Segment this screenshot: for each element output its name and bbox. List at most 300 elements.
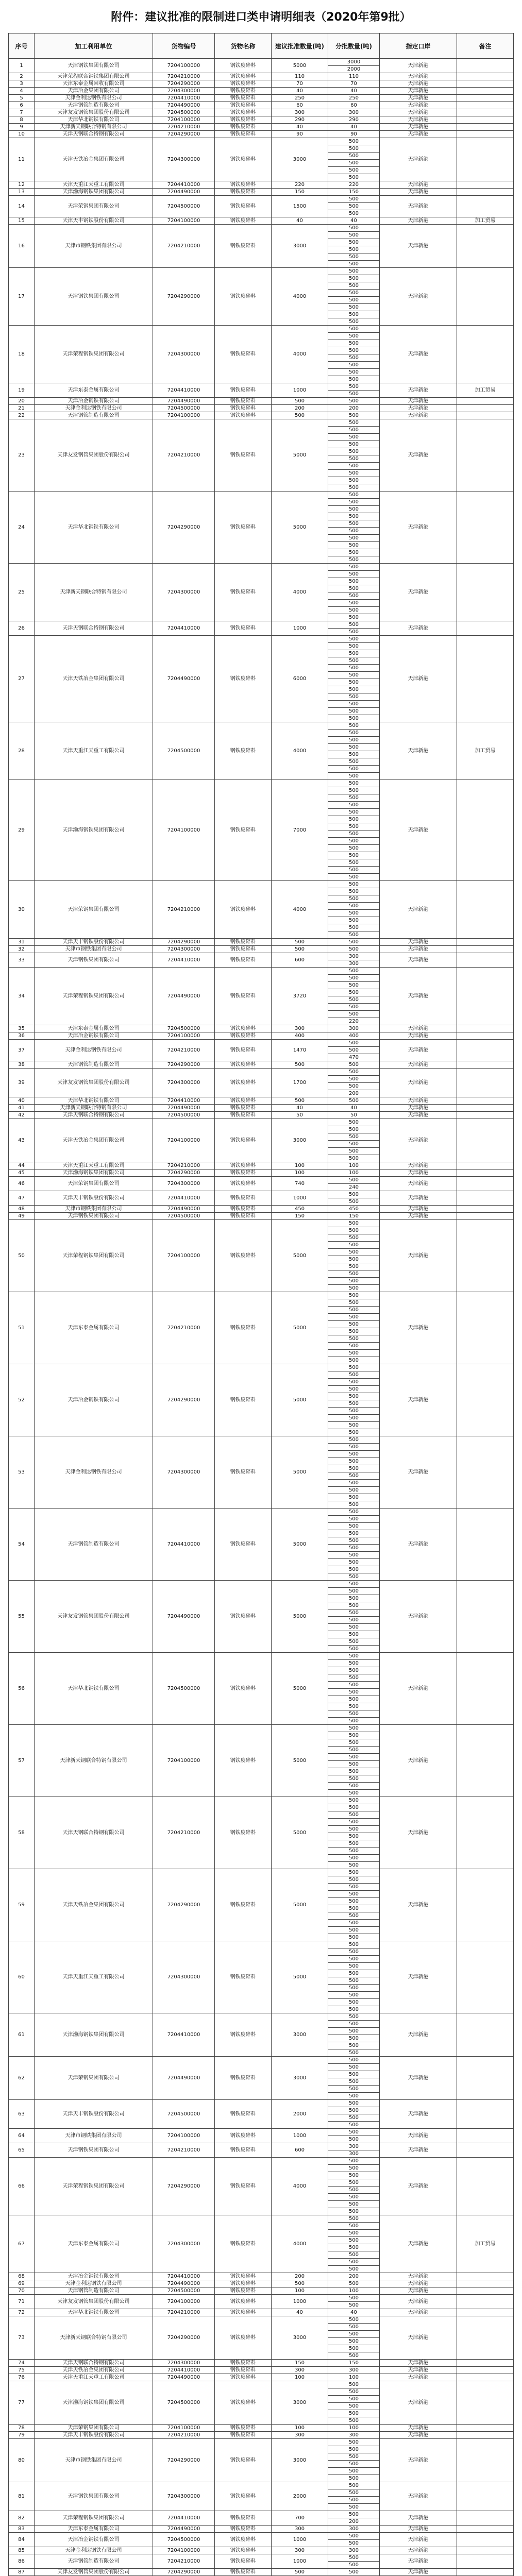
cell-note xyxy=(457,2100,514,2129)
cell-batch-quantity: 40 xyxy=(328,2309,380,2316)
cell-batch-quantity: 300 xyxy=(328,2150,380,2158)
cell-port: 天津新港 xyxy=(380,722,457,780)
cell-batch-quantity: 500 xyxy=(328,398,380,405)
cell-goods-name: 钢铁废碎料 xyxy=(215,1025,272,1032)
cell-goods-name: 钢铁废碎料 xyxy=(215,2367,272,2374)
cell-note xyxy=(457,939,514,946)
cell-batch-quantity: 500 xyxy=(328,1703,380,1710)
cell-goods-name: 钢铁废碎料 xyxy=(215,2569,272,2576)
cell-batch-quantity: 500 xyxy=(328,751,380,758)
cell-note: 加工贸易 xyxy=(457,217,514,225)
cell-port: 天津新港 xyxy=(380,405,457,412)
cell-batch-quantity: 500 xyxy=(328,931,380,939)
cell-batch-quantity: 500 xyxy=(328,1898,380,1905)
cell-port: 天津新港 xyxy=(380,138,457,181)
cell-batch-quantity: 500 xyxy=(328,730,380,737)
cell-batch-quantity: 200 xyxy=(328,1090,380,1097)
cell-company: 天津金利达钢铁有限公司 xyxy=(35,95,153,102)
cell-quantity: 110 xyxy=(272,73,328,80)
cell-note xyxy=(457,636,514,722)
cell-batch-quantity: 500 xyxy=(328,1069,380,1076)
cell-batch-quantity: 500 xyxy=(328,412,380,419)
cell-batch-quantity: 500 xyxy=(328,470,380,477)
cell-batch-quantity: 500 xyxy=(328,246,380,253)
cell-serial: 40 xyxy=(9,1097,35,1105)
cell-batch-quantity: 500 xyxy=(328,852,380,859)
cell-serial: 77 xyxy=(9,2381,35,2425)
cell-note xyxy=(457,1364,514,1436)
table-row xyxy=(9,2425,514,2432)
cell-batch-quantity: 500 xyxy=(328,1335,380,1343)
table-row xyxy=(9,1061,514,1069)
cell-serial: 6 xyxy=(9,102,35,109)
cell-batch-quantity: 2000 xyxy=(328,66,380,73)
cell-port: 天津新港 xyxy=(380,131,457,138)
cell-batch-quantity: 500 xyxy=(328,2295,380,2302)
cell-batch-quantity: 500 xyxy=(328,2237,380,2244)
cell-batch-quantity: 500 xyxy=(328,1076,380,1083)
cell-serial: 13 xyxy=(9,189,35,196)
cell-batch-quantity: 500 xyxy=(328,1422,380,1429)
cell-port: 天津新港 xyxy=(380,564,457,621)
cell-goods-name: 钢铁废碎料 xyxy=(215,1653,272,1725)
cell-batch-quantity: 400 xyxy=(328,1032,380,1040)
cell-batch-quantity: 500 xyxy=(328,715,380,722)
cell-batch-quantity: 500 xyxy=(328,679,380,686)
cell-batch-quantity: 300 xyxy=(328,953,380,960)
cell-batch-quantity: 500 xyxy=(328,1436,380,1444)
cell-goods-name: 钢铁废碎料 xyxy=(215,59,272,73)
cell-batch-quantity: 500 xyxy=(328,1126,380,1133)
cell-quantity: 500 xyxy=(272,1061,328,1069)
cell-company: 天津渤海钢铁集团有限公司 xyxy=(35,2381,153,2425)
cell-company: 天津天丰钢铁股份有限公司 xyxy=(35,2100,153,2129)
cell-serial: 14 xyxy=(9,196,35,217)
column-header: 加工利用单位 xyxy=(35,33,153,59)
cell-code: 7204300000 xyxy=(153,2482,215,2511)
cell-goods-name: 钢铁废碎料 xyxy=(215,2129,272,2143)
cell-company: 天津天铁冶金集团有限公司 xyxy=(35,138,153,181)
cell-batch-quantity: 500 xyxy=(328,2417,380,2425)
cell-batch-quantity: 500 xyxy=(328,917,380,924)
cell-batch-quantity: 500 xyxy=(328,831,380,838)
cell-serial: 16 xyxy=(9,225,35,268)
cell-goods-name: 钢铁废碎料 xyxy=(215,2100,272,2129)
cell-batch-quantity: 500 xyxy=(328,1674,380,1682)
cell-batch-quantity: 500 xyxy=(328,1509,380,1516)
table-row xyxy=(9,419,514,427)
cell-batch-quantity: 500 xyxy=(328,888,380,895)
cell-code: 7204100000 xyxy=(153,412,215,419)
cell-company: 天津天钢联合特钢有限公司 xyxy=(35,2360,153,2367)
cell-batch-quantity: 500 xyxy=(328,1465,380,1472)
cell-batch-quantity: 500 xyxy=(328,1970,380,1977)
cell-company: 天津钢管制造有限公司 xyxy=(35,2554,153,2569)
cell-quantity: 2000 xyxy=(272,2482,328,2511)
cell-goods-name: 钢铁废碎料 xyxy=(215,2554,272,2569)
cell-serial: 28 xyxy=(9,722,35,780)
cell-port: 天津新港 xyxy=(380,217,457,225)
cell-quantity: 1000 xyxy=(272,2533,328,2547)
cell-batch-quantity: 500 xyxy=(328,2201,380,2208)
cell-serial: 41 xyxy=(9,1105,35,1112)
cell-company: 天津友发钢管集团股份有限公司 xyxy=(35,1581,153,1653)
table-row xyxy=(9,881,514,888)
cell-company: 天津钢管制造有限公司 xyxy=(35,2287,153,2295)
cell-quantity: 250 xyxy=(272,95,328,102)
cell-batch-quantity: 500 xyxy=(328,1256,380,1263)
cell-port: 天津新港 xyxy=(380,2432,457,2439)
cell-port: 天津新港 xyxy=(380,124,457,131)
cell-batch-quantity: 500 xyxy=(328,1775,380,1783)
cell-port: 天津新港 xyxy=(380,1162,457,1170)
cell-serial: 59 xyxy=(9,1869,35,1941)
cell-serial: 64 xyxy=(9,2129,35,2143)
cell-port: 天津新港 xyxy=(380,2316,457,2360)
cell-company: 天津新天钢联合特钢有限公司 xyxy=(35,1725,153,1797)
cell-note xyxy=(457,2295,514,2309)
cell-company: 天津天丰钢铁股份有限公司 xyxy=(35,2432,153,2439)
cell-note xyxy=(457,1653,514,1725)
cell-company: 天津天重江天重工有限公司 xyxy=(35,1162,153,1170)
cell-batch-quantity: 500 xyxy=(328,1458,380,1465)
cell-quantity: 600 xyxy=(272,953,328,968)
cell-batch-quantity: 500 xyxy=(328,1581,380,1588)
cell-goods-name: 钢铁废碎料 xyxy=(215,2158,272,2215)
cell-serial: 8 xyxy=(9,116,35,124)
cell-serial: 32 xyxy=(9,946,35,953)
cell-goods-name: 钢铁废碎料 xyxy=(215,1177,272,1191)
cell-quantity: 400 xyxy=(272,1032,328,1040)
cell-batch-quantity: 500 xyxy=(328,2042,380,2049)
cell-goods-name: 钢铁废碎料 xyxy=(215,124,272,131)
cell-batch-quantity: 500 xyxy=(328,1768,380,1775)
cell-batch-quantity: 500 xyxy=(328,1429,380,1436)
cell-batch-quantity: 500 xyxy=(328,2497,380,2504)
column-header: 指定口岸 xyxy=(380,33,457,59)
cell-port: 天津新港 xyxy=(380,1797,457,1869)
cell-company: 天津新天钢联合特钢有限公司 xyxy=(35,124,153,131)
cell-note xyxy=(457,2287,514,2295)
cell-batch-quantity: 500 xyxy=(328,2410,380,2417)
cell-port: 天津新港 xyxy=(380,412,457,419)
cell-batch-quantity: 200 xyxy=(328,2273,380,2280)
cell-batch-quantity: 500 xyxy=(328,1811,380,1819)
cell-company: 天津荣钢集团有限公司 xyxy=(35,2425,153,2432)
cell-batch-quantity: 250 xyxy=(328,95,380,102)
cell-goods-name: 钢铁废碎料 xyxy=(215,1364,272,1436)
cell-batch-quantity: 500 xyxy=(328,2064,380,2071)
cell-batch-quantity: 500 xyxy=(328,1523,380,1530)
cell-port: 天津新港 xyxy=(380,2482,457,2511)
cell-company: 天津冶金钢铁有限公司 xyxy=(35,2533,153,2547)
table-row xyxy=(9,116,514,124)
cell-batch-quantity: 500 xyxy=(328,1696,380,1703)
cell-batch-quantity: 500 xyxy=(328,2021,380,2028)
cell-company: 天津荣程钢铁集团有限公司 xyxy=(35,968,153,1025)
cell-batch-quantity: 500 xyxy=(328,297,380,304)
cell-goods-name: 钢铁废碎料 xyxy=(215,2482,272,2511)
cell-serial: 86 xyxy=(9,2554,35,2569)
cell-batch-quantity: 500 xyxy=(328,2057,380,2064)
table-row xyxy=(9,1177,514,1184)
cell-note xyxy=(457,1941,514,2013)
cell-note xyxy=(457,2273,514,2280)
cell-code: 7204300000 xyxy=(153,1177,215,1191)
cell-batch-quantity: 500 xyxy=(328,463,380,470)
cell-quantity: 3000 xyxy=(272,1119,328,1162)
cell-batch-quantity: 300 xyxy=(328,2547,380,2554)
table-row xyxy=(9,80,514,88)
cell-batch-quantity: 500 xyxy=(328,2533,380,2540)
cell-note: 加工贸易 xyxy=(457,722,514,780)
cell-batch-quantity: 500 xyxy=(328,1408,380,1415)
cell-note xyxy=(457,1436,514,1509)
cell-note xyxy=(457,1097,514,1105)
cell-batch-quantity: 300 xyxy=(328,2432,380,2439)
table-row xyxy=(9,2295,514,2302)
cell-note xyxy=(457,2547,514,2554)
table-row xyxy=(9,138,514,145)
cell-batch-quantity: 500 xyxy=(328,1278,380,1285)
cell-company: 天津荣程钢铁集团有限公司 xyxy=(35,2511,153,2526)
cell-code: 7204410000 xyxy=(153,181,215,189)
cell-serial: 26 xyxy=(9,621,35,636)
cell-port: 天津新港 xyxy=(380,189,457,196)
cell-company: 天津钢管制造有限公司 xyxy=(35,102,153,109)
cell-port: 天津新港 xyxy=(380,1069,457,1097)
cell-goods-name: 钢铁废碎料 xyxy=(215,2533,272,2547)
cell-code: 7204410000 xyxy=(153,383,215,398)
cell-batch-quantity: 290 xyxy=(328,116,380,124)
cell-code: 7204410000 xyxy=(153,2511,215,2526)
cell-note xyxy=(457,1191,514,1206)
cell-note xyxy=(457,1061,514,1069)
cell-port: 天津新港 xyxy=(380,2280,457,2287)
cell-batch-quantity: 500 xyxy=(328,362,380,369)
cell-batch-quantity: 500 xyxy=(328,1624,380,1631)
cell-batch-quantity: 500 xyxy=(328,1141,380,1148)
cell-batch-quantity: 500 xyxy=(328,845,380,852)
table-row xyxy=(9,2367,514,2374)
table-row xyxy=(9,1581,514,1588)
cell-code: 7204490000 xyxy=(153,2057,215,2100)
cell-port: 天津新港 xyxy=(380,1364,457,1436)
cell-company: 天津新天钢联合特钢有限公司 xyxy=(35,564,153,621)
cell-batch-quantity: 500 xyxy=(328,2093,380,2100)
cell-batch-quantity: 500 xyxy=(328,1242,380,1249)
cell-batch-quantity: 500 xyxy=(328,1227,380,1234)
cell-serial: 56 xyxy=(9,1653,35,1725)
cell-batch-quantity: 500 xyxy=(328,1747,380,1754)
cell-port: 天津新港 xyxy=(380,2295,457,2309)
cell-batch-quantity: 500 xyxy=(328,2554,380,2562)
cell-code: 7204290000 xyxy=(153,2569,215,2576)
cell-quantity: 4000 xyxy=(272,2215,328,2273)
cell-company: 天津市钢铁集团有限公司 xyxy=(35,1206,153,1213)
cell-quantity: 150 xyxy=(272,1213,328,1220)
cell-note xyxy=(457,116,514,124)
cell-serial: 51 xyxy=(9,1292,35,1364)
column-header: 备注 xyxy=(457,33,514,59)
cell-batch-quantity: 500 xyxy=(328,1797,380,1804)
cell-code: 7204290000 xyxy=(153,1061,215,1069)
cell-batch-quantity: 500 xyxy=(328,2403,380,2410)
cell-batch-quantity: 500 xyxy=(328,737,380,744)
cell-batch-quantity: 500 xyxy=(328,333,380,340)
cell-batch-quantity: 500 xyxy=(328,1097,380,1105)
cell-port: 天津新港 xyxy=(380,1653,457,1725)
cell-code: 7204290000 xyxy=(153,268,215,326)
cell-company: 天津天钢联合特钢有限公司 xyxy=(35,621,153,636)
cell-batch-quantity: 240 xyxy=(328,1184,380,1191)
cell-port: 天津新港 xyxy=(380,88,457,95)
cell-quantity: 100 xyxy=(272,2287,328,2295)
cell-goods-name: 钢铁废碎料 xyxy=(215,939,272,946)
cell-batch-quantity: 500 xyxy=(328,1891,380,1898)
cell-batch-quantity: 500 xyxy=(328,369,380,376)
cell-serial: 42 xyxy=(9,1112,35,1119)
cell-code: 7204100000 xyxy=(153,1220,215,1292)
cell-batch-quantity: 500 xyxy=(328,1754,380,1761)
cell-note xyxy=(457,189,514,196)
cell-batch-quantity: 500 xyxy=(328,2172,380,2179)
cell-batch-quantity: 500 xyxy=(328,506,380,513)
cell-note xyxy=(457,124,514,131)
cell-company: 天津荣程钢铁集团有限公司 xyxy=(35,2158,153,2215)
cell-code: 7204290000 xyxy=(153,80,215,88)
table-row xyxy=(9,2013,514,2021)
cell-company: 天津冶金钢铁有限公司 xyxy=(35,1032,153,1040)
cell-port: 天津新港 xyxy=(380,1292,457,1364)
cell-code: 7204300000 xyxy=(153,2360,215,2367)
cell-quantity: 1000 xyxy=(272,2554,328,2569)
table-row xyxy=(9,268,514,275)
cell-batch-quantity: 500 xyxy=(328,629,380,636)
cell-company: 天津冶金钢铁有限公司 xyxy=(35,1364,153,1436)
cell-code: 7204490000 xyxy=(153,398,215,405)
cell-company: 天津友发钢管集团股份有限公司 xyxy=(35,1069,153,1097)
table-row xyxy=(9,1025,514,1032)
cell-batch-quantity: 500 xyxy=(328,2569,380,2576)
cell-company: 天津钢铁集团有限公司 xyxy=(35,953,153,968)
cell-batch-quantity: 500 xyxy=(328,989,380,996)
cell-port: 天津新港 xyxy=(380,2057,457,2100)
cell-quantity: 4000 xyxy=(272,722,328,780)
cell-batch-quantity: 500 xyxy=(328,535,380,542)
cell-batch-quantity: 500 xyxy=(328,1343,380,1350)
table-row xyxy=(9,2374,514,2381)
cell-goods-name: 钢铁废碎料 xyxy=(215,1119,272,1162)
cell-batch-quantity: 40 xyxy=(328,124,380,131)
table-row xyxy=(9,412,514,419)
cell-port: 天津新港 xyxy=(380,2309,457,2316)
cell-note xyxy=(457,138,514,181)
cell-goods-name: 钢铁废碎料 xyxy=(215,268,272,326)
cell-batch-quantity: 500 xyxy=(328,275,380,282)
cell-batch-quantity: 500 xyxy=(328,2461,380,2468)
cell-code: 7204300000 xyxy=(153,946,215,953)
cell-note xyxy=(457,73,514,80)
cell-company: 天津钢管制造有限公司 xyxy=(35,1509,153,1581)
cell-batch-quantity: 500 xyxy=(328,794,380,802)
cell-company: 天津天钢联合特钢有限公司 xyxy=(35,131,153,138)
cell-goods-name: 钢铁废碎料 xyxy=(215,189,272,196)
cell-quantity: 5000 xyxy=(272,1436,328,1509)
cell-batch-quantity: 500 xyxy=(328,196,380,203)
cell-quantity: 290 xyxy=(272,116,328,124)
cell-note xyxy=(457,1032,514,1040)
cell-note xyxy=(457,2432,514,2439)
cell-code: 7204500000 xyxy=(153,109,215,116)
table-row xyxy=(9,939,514,946)
cell-batch-quantity: 100 xyxy=(328,2425,380,2432)
table-row xyxy=(9,492,514,499)
cell-serial: 46 xyxy=(9,1177,35,1191)
cell-batch-quantity: 500 xyxy=(328,2489,380,2497)
cell-batch-quantity: 500 xyxy=(328,1328,380,1335)
cell-batch-quantity: 500 xyxy=(328,2439,380,2446)
cell-code: 7204100000 xyxy=(153,2425,215,2432)
cell-port: 天津新港 xyxy=(380,102,457,109)
cell-serial: 15 xyxy=(9,217,35,225)
cell-batch-quantity: 500 xyxy=(328,636,380,643)
cell-batch-quantity: 500 xyxy=(328,1718,380,1725)
cell-batch-quantity: 70 xyxy=(328,80,380,88)
cell-batch-quantity: 500 xyxy=(328,2345,380,2352)
cell-batch-quantity: 500 xyxy=(328,1516,380,1523)
cell-batch-quantity: 500 xyxy=(328,1545,380,1552)
table-row xyxy=(9,196,514,203)
cell-company: 天津渤海钢铁集团有限公司 xyxy=(35,780,153,881)
cell-quantity: 3000 xyxy=(272,2013,328,2057)
cell-quantity: 500 xyxy=(272,939,328,946)
cell-batch-quantity: 500 xyxy=(328,2100,380,2107)
cell-batch-quantity: 500 xyxy=(328,282,380,290)
cell-goods-name: 钢铁废碎料 xyxy=(215,1292,272,1364)
cell-company: 天津友发钢管集团股份有限公司 xyxy=(35,419,153,492)
table-row xyxy=(9,189,514,196)
cell-port: 天津新港 xyxy=(380,1112,457,1119)
cell-company: 天津金利达钢铁有限公司 xyxy=(35,405,153,412)
cell-batch-quantity: 500 xyxy=(328,686,380,693)
cell-port: 天津新港 xyxy=(380,968,457,1025)
cell-note xyxy=(457,2439,514,2482)
cell-goods-name: 钢铁废碎料 xyxy=(215,1869,272,1941)
cell-code: 7204210000 xyxy=(153,1162,215,1170)
cell-batch-quantity: 500 xyxy=(328,1927,380,1934)
cell-batch-quantity: 500 xyxy=(328,1400,380,1408)
cell-batch-quantity: 500 xyxy=(328,499,380,506)
table-row xyxy=(9,1509,514,1516)
cell-note xyxy=(457,80,514,88)
cell-note xyxy=(457,564,514,621)
cell-note xyxy=(457,2511,514,2526)
cell-note xyxy=(457,2309,514,2316)
cell-batch-quantity: 500 xyxy=(328,549,380,556)
cell-code: 7204290000 xyxy=(153,1364,215,1436)
cell-batch-quantity: 500 xyxy=(328,1119,380,1126)
cell-goods-name: 钢铁废碎料 xyxy=(215,2215,272,2273)
cell-serial: 23 xyxy=(9,419,35,492)
cell-batch-quantity: 500 xyxy=(328,2071,380,2078)
table-row xyxy=(9,722,514,730)
cell-batch-quantity: 500 xyxy=(328,520,380,528)
cell-batch-quantity: 500 xyxy=(328,780,380,787)
cell-serial: 66 xyxy=(9,2158,35,2215)
cell-batch-quantity: 500 xyxy=(328,232,380,239)
cell-batch-quantity: 500 xyxy=(328,1833,380,1840)
